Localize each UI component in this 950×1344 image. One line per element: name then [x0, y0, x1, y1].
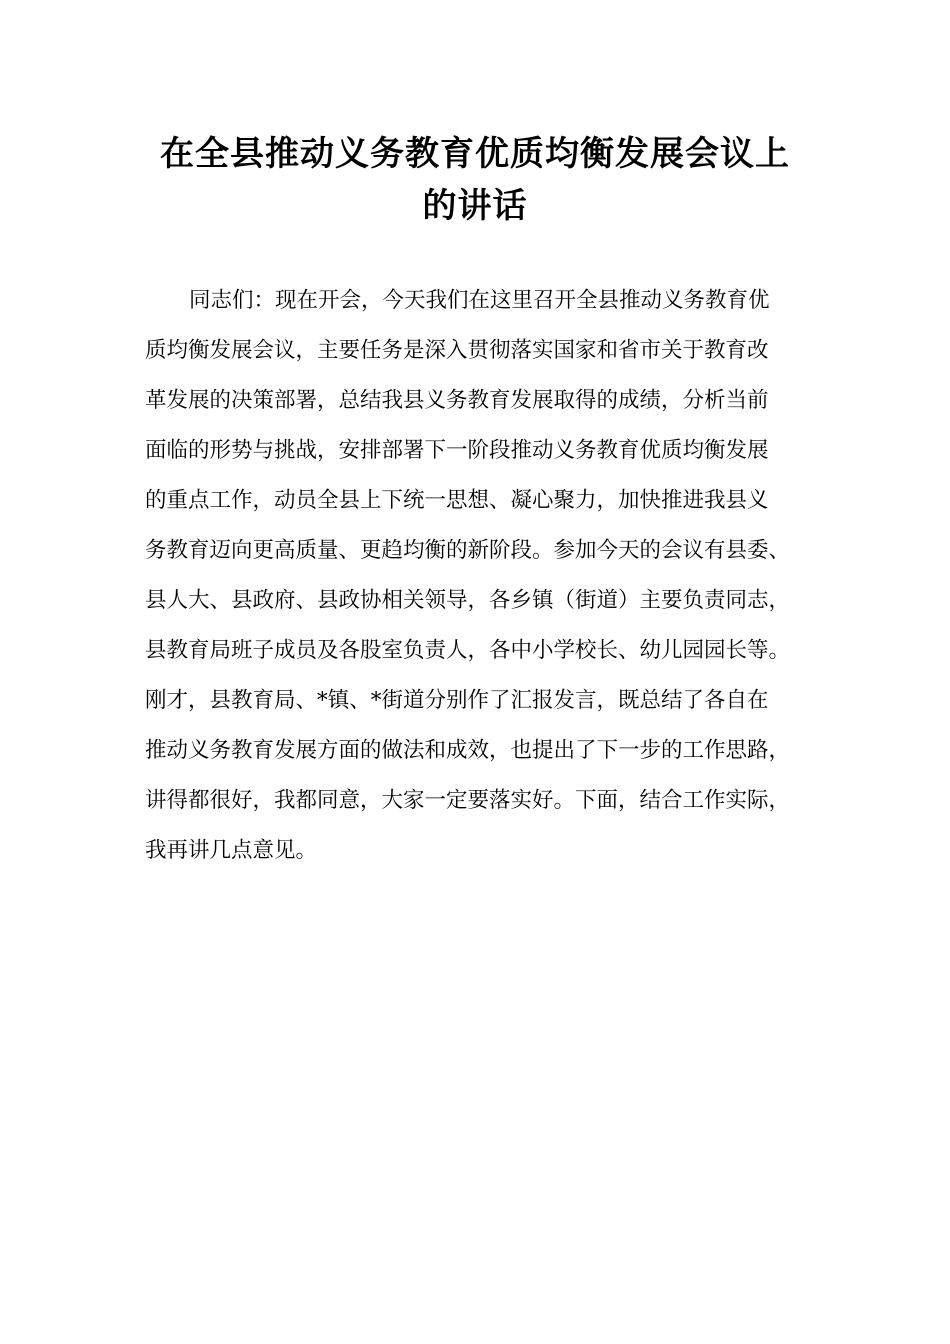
paragraph-line: 县教育局班子成员及各股室负责人，各中小学校长、幼儿园园长等。 — [145, 638, 791, 663]
paragraph-line: 刚才，县教育局、*镇、*街道分别作了汇报发言，既总结了各自在 — [145, 688, 769, 713]
paragraph-line: 推动义务教育发展方面的做法和成效，也提出了下一步的工作思路， — [145, 738, 791, 763]
paragraph-line: 的重点工作，动员全县上下统一思想、凝心聚力，加快推进我县义 — [145, 488, 769, 513]
paragraph-line: 革发展的决策部署，总结我县义务教育发展取得的成绩，分析当前 — [145, 388, 769, 413]
paragraph-line: 讲得都很好，我都同意，大家一定要落实好。下面，结合工作实际， — [145, 788, 791, 813]
title-line-1: 在全县推动义务教育优质均衡发展会议上 — [160, 134, 790, 174]
paragraph-line: 我再讲几点意见。 — [145, 838, 318, 863]
paragraph-line: 县人大、县政府、县政协相关领导，各乡镇（街道）主要负责同志， — [145, 588, 791, 613]
speech-paragraph — [145, 276, 835, 876]
paragraph-line: 务教育迈向更高质量、更趋均衡的新阶段。参加今天的会议有县委、 — [145, 538, 791, 563]
paragraph-line: 质均衡发展会议，主要任务是深入贯彻落实国家和省市关于教育改 — [145, 338, 769, 363]
title-line-2: 的讲话 — [422, 186, 528, 226]
paragraph-line: 面临的形势与挑战，安排部署下一阶段推动义务教育优质均衡发展 — [145, 438, 769, 463]
paragraph-line: 同志们：现在开会，今天我们在这里召开全县推动义务教育优 — [189, 288, 770, 313]
document-title — [120, 128, 830, 232]
